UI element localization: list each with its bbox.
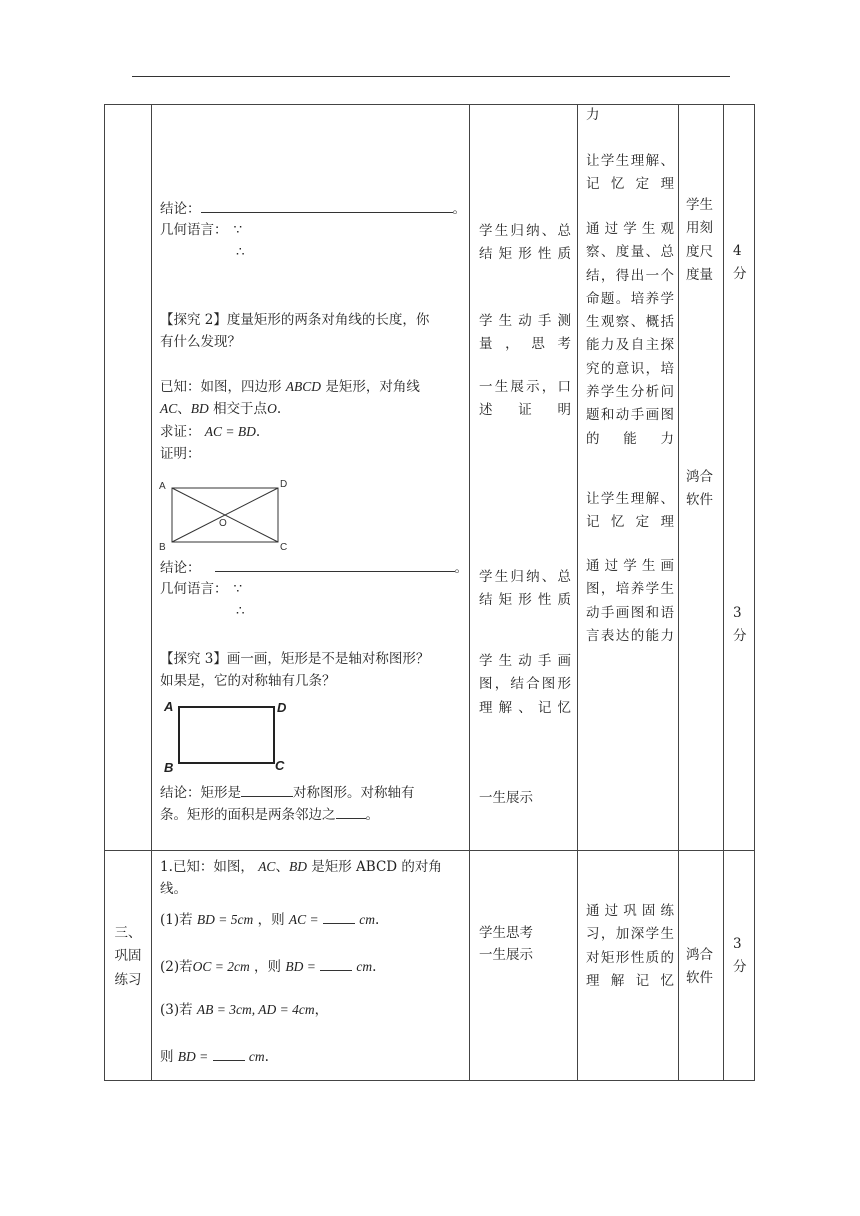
- given-line-2: AC、BD 相交于点O.: [160, 401, 282, 417]
- geometry-language-1: 几何语言： ∵: [160, 222, 243, 238]
- intent-0: 力: [586, 107, 600, 123]
- fig2-label-c: C: [275, 758, 285, 773]
- col-divider-5: [723, 105, 724, 1080]
- col-divider-4: [678, 105, 679, 1080]
- explore3-line-2: 如果是，它的对称轴有几条？: [160, 673, 336, 689]
- col-divider-1: [151, 105, 152, 1080]
- time-1: 4分: [733, 243, 747, 283]
- conclusion-line-2: 结论： 。: [160, 556, 468, 579]
- time-2: 3分: [733, 605, 747, 645]
- therefore-1: ∴: [236, 244, 245, 260]
- media-2: 鸿合软件: [686, 469, 713, 509]
- intent-4: 通过学生画图，培养学生动手画图和语言表达的能力: [586, 558, 674, 644]
- fig2-label-b: B: [164, 760, 174, 775]
- header-rule: [132, 76, 730, 77]
- exercise-q3: (3)若 AB = 3cm, AD = 4cm，: [160, 1002, 329, 1018]
- exercise-line-1b: 线。: [160, 881, 187, 897]
- exercise-q3-answer: 则 BD = cm.: [160, 1045, 269, 1068]
- time-3: 3分: [733, 936, 747, 976]
- explore3-line-1: 【探究 3】画一画，矩形是不是轴对称图形？: [160, 651, 430, 667]
- intent-3: 让学生理解、记忆定理: [586, 491, 674, 531]
- student-activity-1: 学生归纳、总结矩形性质: [479, 223, 571, 263]
- conclusion-3-line-1: 结论：矩形是 对称图形。对称轴有: [160, 781, 415, 804]
- col-divider-2: [469, 105, 470, 1080]
- student-activity-3: 一生展示，口述证明: [479, 379, 571, 419]
- student-activity-5: 学生动手画图，结合图形理解、记忆: [479, 653, 571, 716]
- geometry-language-2: 几何语言： ∵: [160, 581, 243, 597]
- fig1-label-c: C: [280, 542, 288, 553]
- proof-label: 证明：: [160, 446, 201, 462]
- student-activity-7a: 学生思考: [479, 925, 533, 941]
- media-3: 鸿合软件: [686, 947, 713, 987]
- student-activity-6: 一生展示: [479, 790, 533, 806]
- explore2-line-1: 【探究 2】度量矩形的两条对角线的长度，你: [160, 312, 430, 328]
- row-divider: [105, 850, 754, 851]
- exercise-q1: (1)若 BD = 5cm ，则 AC = cm.: [160, 908, 379, 931]
- fig1-label-b: B: [159, 542, 166, 553]
- fig2-label-d: D: [277, 700, 287, 715]
- exercise-q2: (2)若OC = 2cm ，则 BD = cm.: [160, 955, 376, 978]
- intent-1: 让学生理解、记忆定理: [586, 153, 674, 193]
- conclusion-line-1: 结论： 。: [160, 197, 466, 220]
- conclusion-3-line-2: 条。矩形的面积是两条邻边之 。: [160, 803, 379, 826]
- student-activity-2: 学生动手测量，思考: [479, 313, 571, 353]
- rectangle-figure: [160, 696, 300, 776]
- section-label: 三、巩固练习: [114, 925, 142, 988]
- student-activity-4: 学生归纳、总结矩形性质: [479, 569, 571, 609]
- given-line-1: 已知：如图，四边形 ABCD 是矩形，对角线: [160, 379, 420, 395]
- explore2-line-2: 有什么发现？: [160, 334, 241, 350]
- therefore-2: ∴: [236, 603, 245, 619]
- media-1: 学生用刻度尺度量: [686, 197, 713, 283]
- fig1-label-d: D: [280, 479, 288, 490]
- intent-2: 通过学生观察、度量、总结，得出一个命题。培养学生观察、概括能力及自主探究的意识，培养学生分析问题和动手画图的能力: [586, 221, 674, 447]
- prove-line: 求证： AC = BD.: [160, 424, 261, 440]
- fig2-label-a: A: [164, 699, 174, 714]
- col-divider-3: [577, 105, 578, 1080]
- rectangle-diagonal-figure: [150, 474, 296, 554]
- intent-5: 通过巩固练习，加深学生对矩形性质的理解记忆: [586, 903, 674, 989]
- fig1-label-o: O: [219, 518, 227, 529]
- exercise-line-1: 1.已知：如图， AC、BD 是矩形 ABCD 的对角: [160, 859, 442, 875]
- fig1-label-a: A: [159, 481, 166, 492]
- student-activity-7b: 一生展示: [479, 947, 533, 963]
